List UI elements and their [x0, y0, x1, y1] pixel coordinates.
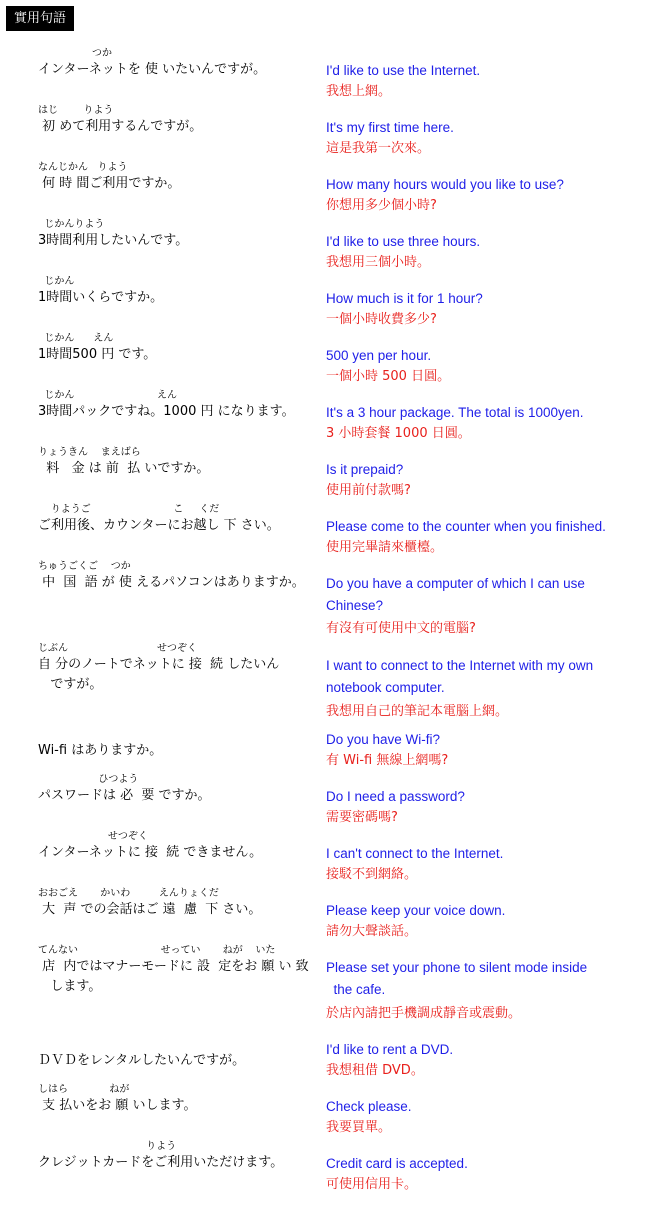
furigana-reading: じかん えん	[38, 390, 178, 401]
japanese-phrase	[38, 888, 326, 920]
english-translation: I want to connect to the Internet with my own notebook computer.	[326, 658, 597, 695]
japanese-phrase	[38, 561, 326, 593]
english-translation: How much is it for 1 hour?	[326, 291, 483, 306]
japanese-text: 料 金 は 前 払 いですか。	[38, 461, 210, 476]
japanese-text: 3時間パックですね。1000 円 になります。	[38, 404, 295, 419]
furigana-reading: はじ りよう	[38, 105, 114, 116]
japanese-phrase	[38, 504, 326, 536]
chinese-translation: 使用完畢請來櫃檯。	[326, 540, 444, 555]
chinese-translation: 有 Wi-fi 無線上網嗎?	[326, 753, 449, 768]
chinese-translation: 我想用自己的筆記本電腦上網。	[326, 704, 509, 719]
chinese-translation: 我要買單。	[326, 1120, 392, 1135]
furigana-reading: じかん えん	[38, 333, 114, 344]
furigana-reading: じかん	[38, 276, 75, 287]
japanese-text: 店 内ではマナーモードに 設 定をお 願 い 致 します。	[42, 959, 309, 994]
japanese-phrase	[38, 741, 326, 761]
furigana-reading: ちゅうごくご つか	[38, 561, 131, 572]
english-translation: Check please.	[326, 1099, 412, 1114]
furigana-reading: てんない せってい ねが いた	[38, 945, 276, 956]
chinese-translation: 這是我第一次來。	[326, 141, 431, 156]
japanese-phrase	[38, 162, 326, 194]
english-translation: 500 yen per hour.	[326, 348, 432, 363]
japanese-phrase	[38, 643, 326, 695]
english-translation: Please set your phone to silent mode inside the cafe.	[326, 960, 588, 997]
japanese-text: 自 分のノートでネットに 接 続 したいん ですが。	[38, 657, 280, 692]
furigana-reading: りようご こ くだ	[38, 504, 220, 515]
japanese-phrase	[38, 48, 326, 80]
japanese-phrase	[38, 333, 326, 365]
japanese-text: 支 払いをお 願 いします。	[38, 1098, 197, 1113]
chinese-translation: 一個小時 500 日圓。	[326, 369, 451, 384]
chinese-translation: 我想用三個小時。	[326, 255, 431, 270]
japanese-phrase	[38, 390, 326, 422]
chinese-translation: 我想租借 DVD。	[326, 1063, 424, 1078]
english-translation: Do you have a computer of which I can use Chinese?	[326, 576, 589, 613]
japanese-text: パスワードは 必 要 ですか。	[38, 788, 211, 803]
japanese-text: インターネットに 接 続 できません。	[38, 845, 263, 860]
japanese-text: クレジットカードをご利用いただけます。	[38, 1155, 284, 1170]
furigana-reading: りよう	[38, 1141, 177, 1152]
english-translation: It's my first time here.	[326, 120, 454, 135]
furigana-reading: しはら ねが	[38, 1084, 130, 1095]
english-translation: I'd like to use the Internet.	[326, 63, 481, 78]
japanese-text: 大 声 での会話はご 遠 慮 下 さい。	[38, 902, 262, 917]
japanese-phrase	[38, 105, 326, 137]
japanese-text: Wi-fi はありますか。	[38, 743, 163, 758]
japanese-text: 1時間いくらですか。	[38, 290, 164, 305]
chinese-translation: 於店內請把手機調成靜音或震動。	[326, 1006, 522, 1021]
chinese-translation: 我想上網。	[326, 84, 392, 99]
japanese-phrase	[38, 1051, 326, 1071]
japanese-text: ＤＶＤをレンタルしたいんですが。	[38, 1053, 246, 1068]
furigana-reading: なんじかん りよう	[38, 162, 128, 173]
english-translation: Do I need a password?	[326, 789, 465, 804]
furigana-reading: ひつよう	[38, 774, 139, 785]
japanese-phrase	[38, 831, 326, 863]
japanese-phrase	[38, 276, 326, 308]
japanese-phrase	[38, 219, 326, 251]
furigana-reading: じぶん せつぞく	[38, 643, 198, 654]
japanese-text: ご利用後、カウンターにお越し 下 さい。	[38, 518, 280, 533]
japanese-phrase	[38, 1141, 326, 1173]
chinese-translation: 你想用多少個小時?	[326, 198, 437, 213]
japanese-text: 3時間利用したいんです。	[38, 233, 189, 248]
japanese-text: 1時間500 円 です。	[38, 347, 157, 362]
furigana-reading: りょうきん まえばら	[38, 447, 141, 458]
english-translation: I'd like to rent a DVD.	[326, 1042, 454, 1057]
english-translation: Do you have Wi-fi?	[326, 732, 441, 747]
chinese-translation: 使用前付款嗎?	[326, 483, 411, 498]
chinese-translation: 請勿大聲談話。	[326, 924, 418, 939]
japanese-text: 何 時 間ご利用ですか。	[38, 176, 181, 191]
english-translation: I'd like to use three hours.	[326, 234, 481, 249]
english-translation: Is it prepaid?	[326, 462, 404, 477]
english-translation: Please keep your voice down.	[326, 903, 506, 918]
english-translation: Credit card is accepted.	[326, 1156, 468, 1171]
chinese-translation: 可使用信用卡。	[326, 1177, 418, 1192]
japanese-phrase	[38, 945, 326, 997]
chinese-translation: 一個小時收費多少?	[326, 312, 437, 327]
chinese-translation: 有沒有可使用中文的電腦?	[326, 621, 476, 636]
japanese-text: インターネットを 使 いたいんですが。	[38, 62, 267, 77]
english-translation: It's a 3 hour package. The total is 1000yen.	[326, 405, 584, 420]
japanese-phrase	[38, 447, 326, 479]
japanese-text: 初 めて利用するんですが。	[38, 119, 203, 134]
japanese-phrase	[38, 774, 326, 806]
chinese-translation: 需要密碼嗎?	[326, 810, 398, 825]
english-translation: I can't connect to the Internet.	[326, 846, 504, 861]
furigana-reading: じかんりよう	[38, 219, 105, 230]
english-translation: Please come to the counter when you finished.	[326, 519, 606, 534]
furigana-reading: つか	[38, 48, 113, 59]
japanese-phrase	[38, 1084, 326, 1116]
chinese-translation: 3 小時套餐 1000 日圓。	[326, 426, 471, 441]
furigana-reading: せつぞく	[38, 831, 148, 842]
japanese-text: 中 国 語 が 使 えるパソコンはありますか。	[38, 575, 305, 590]
page-title: 實用句語	[6, 6, 74, 31]
chinese-translation: 接駁不到網絡。	[326, 867, 418, 882]
furigana-reading: おおごえ かいわ えんりょくだ	[38, 888, 219, 899]
english-translation: How many hours would you like to use?	[326, 177, 564, 192]
